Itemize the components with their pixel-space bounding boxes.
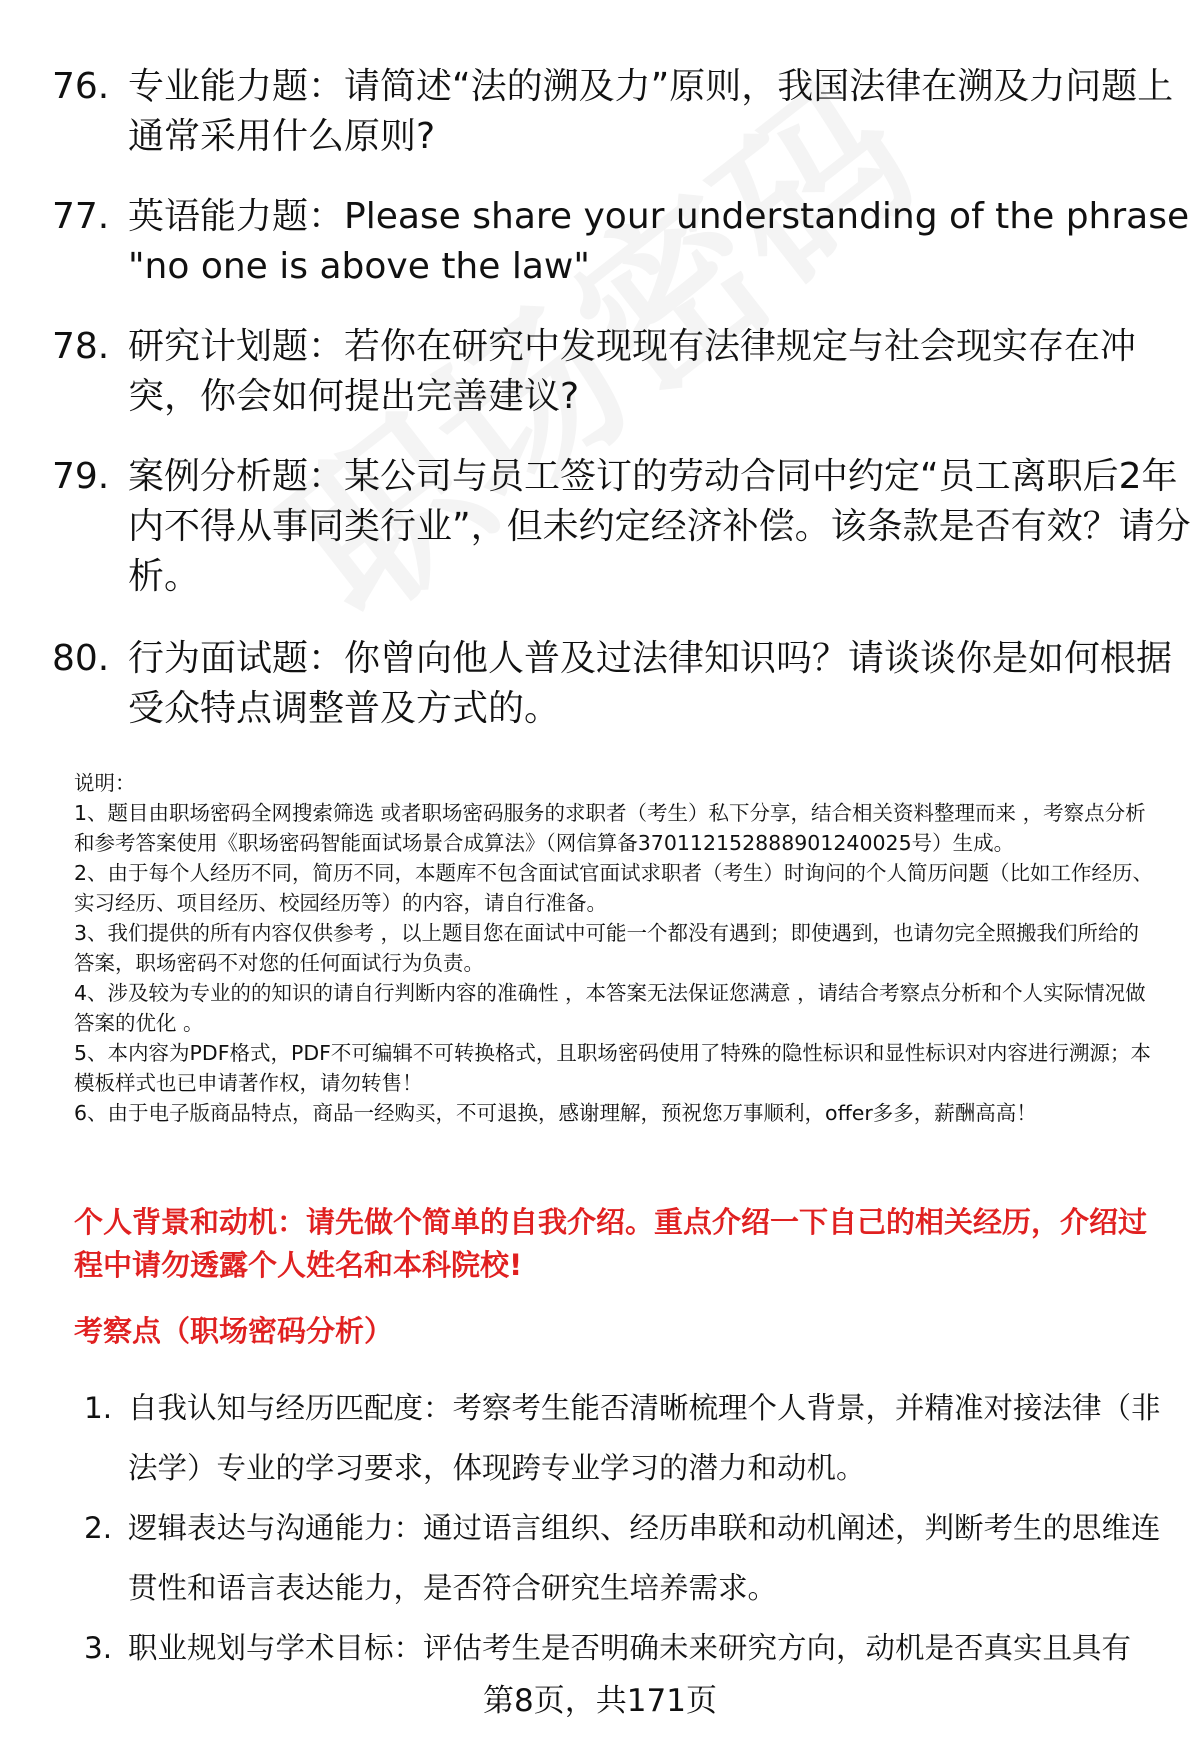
point-text: 逻辑表达与沟通能力：通过语言组织、经历串联和动机阐述，判断考生的思维连贯性和语言表达能力，是否符合研究生培养需求。 (128, 1511, 1161, 1605)
notes-title: 说明： (74, 771, 136, 795)
question-number: 80. (52, 638, 110, 679)
point-number: 1. (84, 1391, 113, 1425)
question-text: 案例分析题：某公司与员工签订的劳动合同中约定“员工离职后2年内不得从事同类行业”，但未约定经济补偿。该条款是否有效？请分析。 (128, 456, 1191, 597)
question-number: 78. (52, 326, 110, 367)
point-text: 自我认知与经历匹配度：考察考生能否清晰梳理个人背景，并精准对接法律（非法学）专业的学习要求，体现跨专业学习的潜力和动机。 (128, 1391, 1161, 1485)
note-item: 3、我们提供的所有内容仅供参考 ，以上题目您在面试中可能一个都没有遇到；即使遇到，也请勿完全照搬我们所给的答案，职场密码不对您的任何面试行为负责。 (74, 921, 1140, 975)
question-text: 行为面试题：你曾向他人普及过法律知识吗？请谈谈你是如何根据受众特点调整普及方式的。 (128, 638, 1173, 729)
question-text: 英语能力题：Please share your understanding of the phrase "no one is above the law" (128, 196, 1190, 287)
question-text: 专业能力题：请简述“法的溯及力”原则，我国法律在溯及力问题上通常采用什么原则? (128, 66, 1174, 157)
note-item: 5、本内容为PDF格式，PDF不可编辑不可转换格式，且职场密码使用了特殊的隐性标识和显性标识对内容进行溯源；本模板样式也已申请著作权，请勿转售！ (74, 1041, 1151, 1095)
point-text: 职业规划与学术目标：评估考生是否明确未来研究方向，动机是否真实且具有 (128, 1631, 1132, 1665)
note-item: 2、由于每个人经历不同，简历不同，本题库不包含面试官面试求职者（考生）时询问的个人简历问题（比如工作经历、实习经历、项目经历、校园经历等）的内容，请自行准备。 (74, 861, 1154, 915)
point-number: 2. (84, 1511, 113, 1545)
disclaimer-notes (74, 768, 1154, 1128)
page-footer: 第8页，共171页 (483, 1683, 717, 1719)
featured-question: 个人背景和动机：请先做个简单的自我介绍。重点介绍一下自己的相关经历，介绍过程中请勿透露个人姓名和本科院校! (74, 1205, 1148, 1282)
analysis-heading: 考察点（职场密码分析） (74, 1314, 394, 1348)
note-item: 1、题目由职场密码全网搜索筛选 或者职场密码服务的求职者（考生）私下分享，结合相关资料整理而来 ，考察点分析和参考答案使用《职场密码智能面试场景合成算法》（网信算备370112152888901240025号）生成。 (74, 801, 1146, 855)
note-item: 6、由于电子版商品特点，商品一经购买，不可退换，感谢理解，预祝您万事顺利，offer多多，薪酬高高！ (74, 1101, 1037, 1125)
question-text: 研究计划题：若你在研究中发现现有法律规定与社会现实存在冲突，你会如何提出完善建议? (128, 326, 1137, 417)
question-number: 76. (52, 66, 110, 107)
note-item: 4、涉及较为专业的的知识的请自行判断内容的准确性 ，本答案无法保证您满意 ，请结合考察点分析和个人实际情况做答案的优化 。 (74, 981, 1146, 1035)
point-number: 3. (84, 1631, 113, 1665)
question-number: 79. (52, 456, 110, 497)
question-number: 77. (52, 196, 110, 237)
